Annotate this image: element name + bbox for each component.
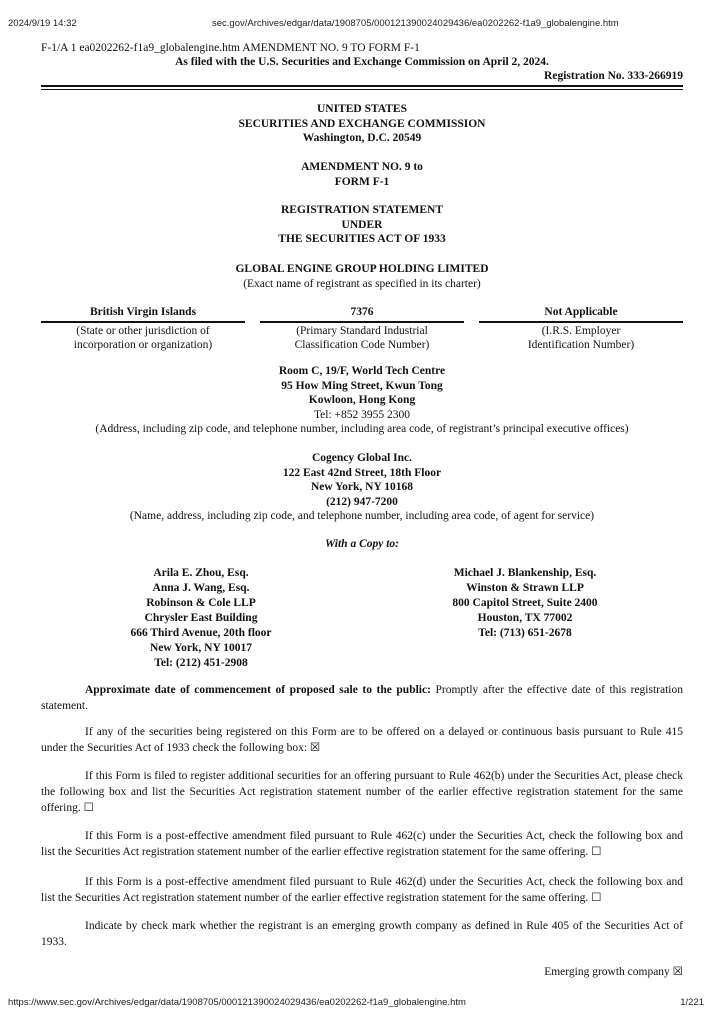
address-block (41, 364, 683, 437)
sic-column (260, 305, 464, 353)
copy-right-line: Winston & Strawn LLP (466, 582, 584, 594)
print-header-url: sec.gov/Archives/edgar/data/1908705/000121390024029436/ea0202262-f1a9_globalengine.htm (212, 18, 619, 29)
address-caption: (Address, including zip code, and telephone number, including area code, of registrant’s principal executive offices) (95, 423, 629, 435)
caption-line: (State or other jurisdiction of (76, 324, 210, 337)
copy-left-block (86, 566, 316, 671)
copy-right-line: 800 Capitol Street, Suite 2400 (452, 597, 598, 609)
egc-checkbox-label: Emerging growth company ☒ (544, 966, 683, 978)
sic-value: 7376 (260, 305, 464, 323)
caption-line: Identification Number) (527, 339, 635, 351)
approx-date-paragraph (41, 682, 683, 714)
copy-right-line: Houston, TX 77002 (477, 612, 573, 624)
amendment-line: AMENDMENT NO. 9 to (301, 161, 423, 173)
agent-line: (212) 947-7200 (326, 495, 398, 508)
caption-line: (I.R.S. Employer (541, 324, 621, 337)
caption-line: (Primary Standard Industrial (296, 324, 428, 337)
statement-line: UNDER (341, 218, 383, 231)
header-rule-bottom (41, 89, 683, 90)
copy-left-line: Chrysler East Building (144, 612, 258, 624)
copy-left-line: Robinson & Cole LLP (146, 597, 256, 609)
agent-block (41, 451, 683, 524)
rule-462c-paragraph: If this Form is a post-effective amendment filed pursuant to Rule 462(c) under the Securities Act, check the following box and list the Securities Act registration statement number of the earlier effective registration statement for the same offering. ☐ (41, 830, 683, 858)
copy-right-block (410, 566, 640, 641)
registrant-name: GLOBAL ENGINE GROUP HOLDING LIMITED (235, 263, 489, 275)
header-rule-top (41, 85, 683, 87)
agency-line: UNITED STATES (316, 103, 407, 115)
copy-left-line: Anna J. Wang, Esq. (152, 582, 250, 594)
irs-value: Not Applicable (479, 305, 683, 323)
agent-line: Cogency Global Inc. (312, 452, 412, 464)
caption-line: incorporation or organization) (73, 339, 213, 351)
address-line: Room C, 19/F, World Tech Centre (278, 365, 446, 377)
address-tel: Tel: +852 3955 2300 (313, 408, 411, 421)
copy-right-line: Michael J. Blankenship, Esq. (453, 567, 597, 579)
irs-caption (479, 323, 683, 353)
registration-number: Registration No. 333-266919 (544, 70, 683, 82)
copy-left-line: 666 Third Avenue, 20th floor (130, 627, 272, 639)
agency-block (41, 102, 683, 146)
address-line: 95 How Ming Street, Kwun Tong (281, 379, 443, 392)
print-datetime: 2024/9/19 14:32 (8, 18, 77, 29)
page-count: 1/221 (680, 997, 704, 1008)
irs-column (479, 305, 683, 353)
copy-right-line: Tel: (713) 651-2678 (478, 627, 572, 639)
registrant-caption: (Exact name of registrant as specified in its charter) (243, 277, 481, 290)
agent-line: 122 East 42nd Street, 18th Floor (282, 466, 442, 479)
statement-line: THE SECURITIES ACT OF 1933 (278, 233, 446, 245)
jurisdiction-column (41, 305, 245, 353)
registrant-block (41, 262, 683, 291)
print-footer-url: https://www.sec.gov/Archives/edgar/data/1908705/000121390024029436/ea0202262-f1a9_globalengine.htm (8, 997, 466, 1008)
agent-caption: (Name, address, including zip code, and telephone number, including area code, of agent for service) (129, 510, 595, 522)
statement-block (41, 203, 683, 247)
agency-line: Washington, D.C. 20549 (302, 132, 422, 144)
rule-415-paragraph: If any of the securities being registered on this Form are to be offered on a delayed or continuous basis pursuant to Rule 415 under the Securities Act of 1933 check the following box: ☒ (41, 726, 683, 754)
agent-line: New York, NY 10168 (310, 481, 413, 493)
sic-caption (260, 323, 464, 353)
approx-date-text: Promptly after the effective date of this registration statement. (41, 684, 684, 712)
copy-left-line: Arila E. Zhou, Esq. (153, 567, 249, 579)
jurisdiction-value: British Virgin Islands (41, 305, 245, 323)
caption-line: Classification Code Number) (294, 339, 430, 351)
form-line: FORM F-1 (334, 175, 390, 188)
address-line: Kowloon, Hong Kong (308, 394, 416, 406)
rule-462b-paragraph: If this Form is filed to register additional securities for an offering pursuant to Rule 462(b) under the Securities Act, please check the following box and list the Securities Act registration statement number of the earlier effective registration statement for the same offering. ☐ (41, 770, 683, 814)
copy-heading: With a Copy to: (324, 538, 399, 550)
rule-462d-paragraph: If this Form is a post-effective amendment filed pursuant to Rule 462(d) under the Securities Act, check the following box and list the Securities Act registration statement number of the earlier effective registration statement for the same offering. ☐ (41, 876, 683, 904)
copy-left-line: Tel: (212) 451-2908 (154, 657, 248, 669)
jurisdiction-caption (41, 323, 245, 353)
filed-line: As filed with the U.S. Securities and Exchange Commission on April 2, 2024. (175, 56, 549, 68)
amendment-block (41, 160, 683, 189)
copy-left-line: New York, NY 10017 (149, 642, 252, 654)
agency-line: SECURITIES AND EXCHANGE COMMISSION (238, 117, 486, 130)
approx-date-label: Approximate date of commencement of proposed sale to the public: (85, 684, 431, 696)
statement-line: REGISTRATION STATEMENT (281, 204, 443, 216)
egc-paragraph: Indicate by check mark whether the registrant is an emerging growth company as defined in Rule 405 of the Securities Act of 1933. (41, 920, 683, 948)
file-line: F-1/A 1 ea0202262-f1a9_globalengine.htm AMENDMENT NO. 9 TO FORM F-1 (41, 42, 420, 54)
